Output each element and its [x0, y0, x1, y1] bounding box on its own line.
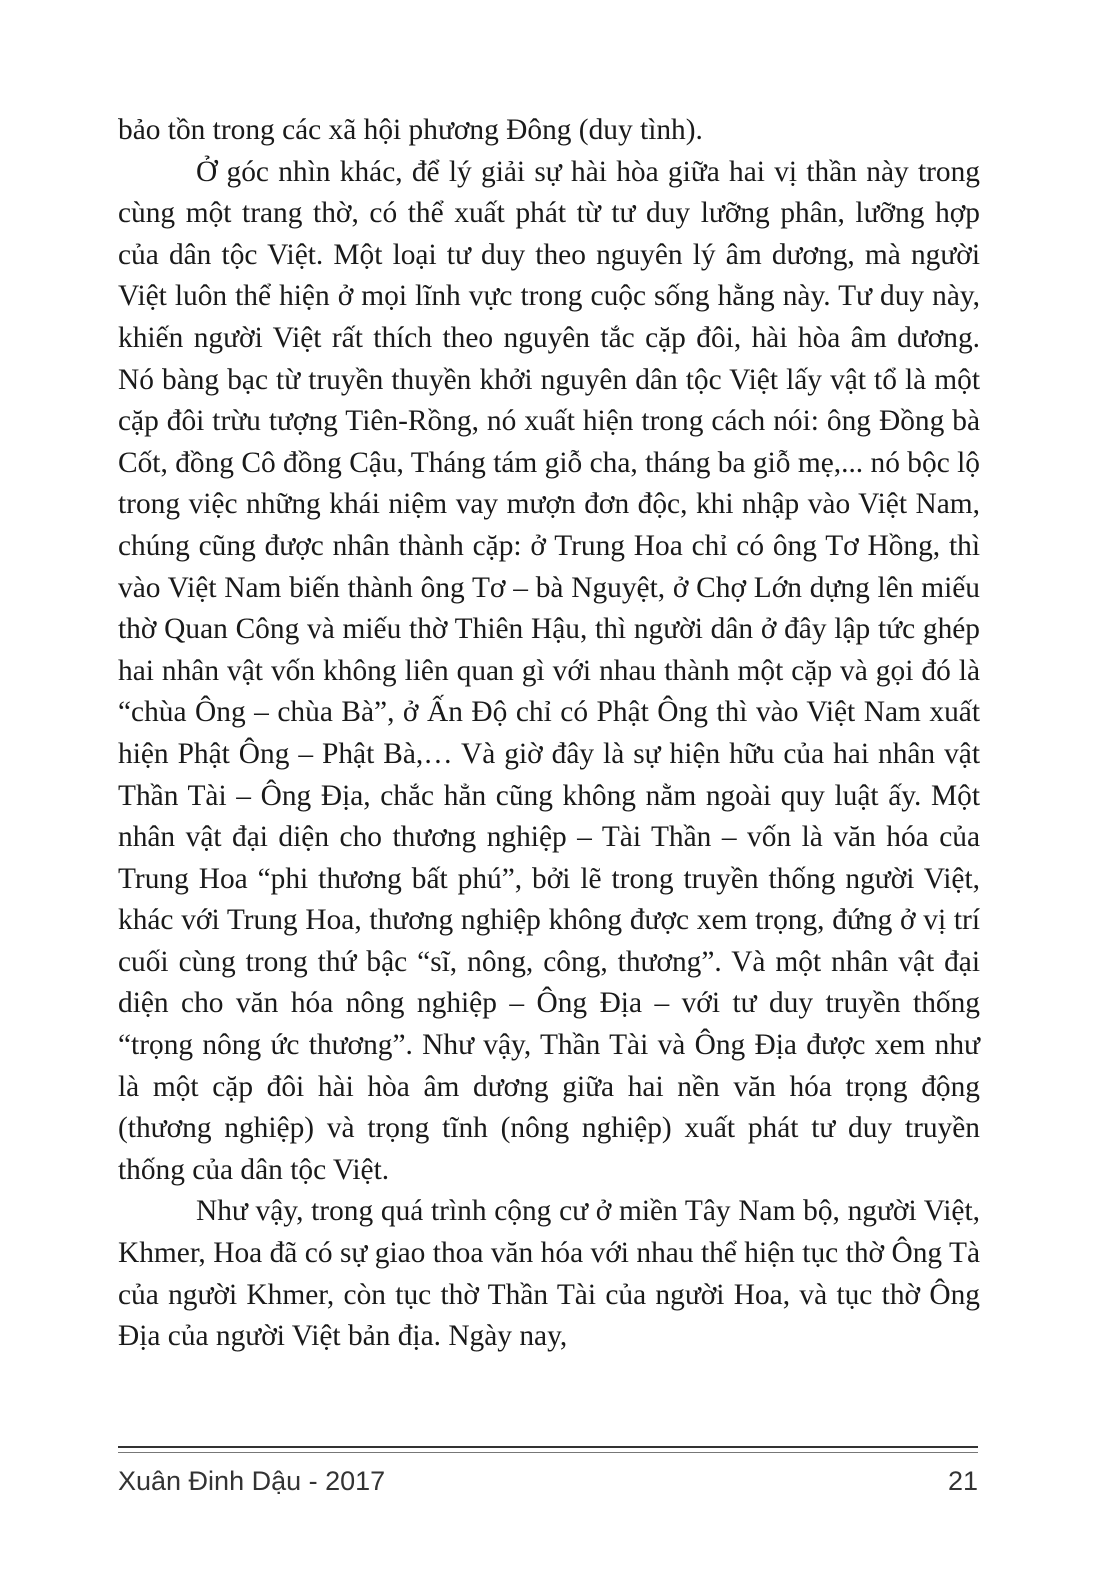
paragraph-cultural-exchange: Như vậy, trong quá trình cộng cư ở miền Tây Nam bộ, người Việt, Khmer, Hoa đã có sự giao thoa văn hóa với nhau thể hiện tục thờ Ông Tà của người Khmer, còn tục thờ Thần Tài của người Hoa, và tục thờ Ông Địa của người Việt bản địa. Ngày nay, [118, 1195, 980, 1353]
footer-publication: Xuân Đinh Dậu - 2017 [118, 1466, 386, 1496]
paragraph-yin-yang-duality: Ở góc nhìn khác, để lý giải sự hài hòa giữa hai vị thần này trong cùng một trang thờ, có thể xuất phát từ tư duy lưỡng phân, lưỡng hợp của dân tộc Việt. Một loại tư duy theo nguyên lý âm dương, mà người Việt luôn thể hiện ở mọi lĩnh vực trong cuộc sống hằng này. Tư duy này, khiến người Việt rất thích theo nguyên tắc cặp đôi, hài hòa âm dương. Nó bàng bạc từ truyền thuyền khởi nguyên dân tộc Việt lấy vật tổ là một cặp đôi trừu tượng Tiên-Rồng, nó xuất hiện trong cách nói: ông Đồng bà Cốt, đồng Cô đồng Cậu, Tháng tám giỗ cha, tháng ba giỗ mẹ,... nó bộc lộ trong việc những khái niệm vay mượn đơn độc, khi nhập vào Việt Nam, chúng cũng được nhân thành cặp: ở Trung Hoa chỉ có ông Tơ Hồng, thì vào Việt Nam biến thành ông Tơ – bà Nguyệt, ở Chợ Lớn dựng lên miếu thờ Quan Công và miếu thờ Thiên Hậu, thì người dân ở đây lập tức ghép hai nhân vật vốn không liên quan gì với nhau thành một cặp và gọi đó là “chùa Ông – chùa Bà”, ở Ấn Độ chỉ có Phật Ông thì vào Việt Nam xuất hiện Phật Ông – Phật Bà,… Và giờ đây là sự hiện hữu của hai nhân vật Thần Tài – Ông Địa, chắc hẳn cũng không nằm ngoài quy luật ấy. Một nhân vật đại diện cho thương nghiệp – Tài Thần – vốn là văn hóa của Trung Hoa “phi thương bất phú”, bởi lẽ trong truyền thống người Việt, khác với Trung Hoa, thương nghiệp không được xem trọng, đứng ở vị trí cuối cùng trong thứ bậc “sĩ, nông, công, thương”. Và một nhân vật đại diện cho văn hóa nông nghiệp – Ông Địa – với tư duy truyền thống “trọng nông ức thương”. Như vậy, Thần Tài và Ông Địa được xem như là một cặp đôi hài hòa âm dương giữa hai nền văn hóa trọng động (thương nghiệp) và trọng tĩnh (nông nghiệp) xuất phát tư duy truyền thống của dân tộc Việt. [118, 155, 980, 1186]
body-text [118, 110, 980, 1358]
page-number: 21 [947, 1466, 978, 1496]
footer-rule-thin [118, 1452, 978, 1453]
paragraph-continuation: bảo tồn trong các xã hội phương Đông (duy tình). [118, 114, 703, 146]
footer-rule [118, 1446, 978, 1448]
